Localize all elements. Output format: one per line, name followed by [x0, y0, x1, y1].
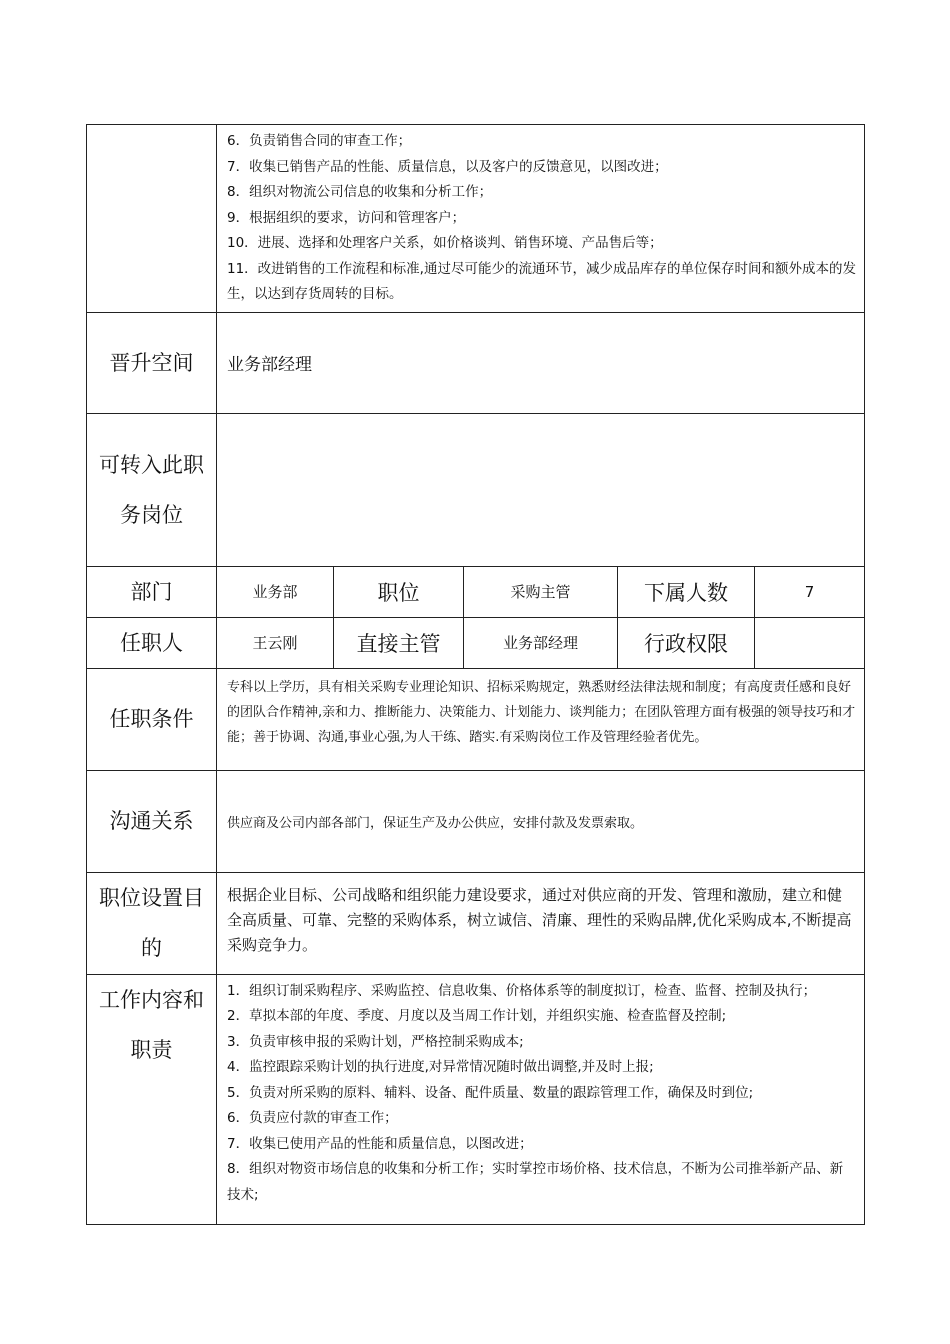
- list-item: 6．负责应付款的审查工作；: [227, 1110, 398, 1126]
- authority-label: 行政权限: [618, 617, 755, 668]
- sales-duties-list: [217, 125, 865, 313]
- list-item: 6．负责销售合同的审查工作；: [227, 133, 412, 149]
- subordinates-value: 7: [755, 566, 865, 617]
- purpose-value: 根据企业目标、公司战略和组织能力建设要求，通过对供应商的开发、管理和激励，建立和健全高质量、可靠、完整的采购体系，树立诚信、清廉、理性的采购品牌,优化采购成本,不断提高采购竞争力。: [217, 872, 865, 974]
- dept-label: 部门: [87, 566, 217, 617]
- list-item: 7．收集已使用产品的性能和质量信息，以图改进；: [227, 1135, 533, 1152]
- list-item: 1．组织订制采购程序、采购监控、信息收集、价格体系等的制度拟订，检查、监督、控制及执行；: [227, 982, 817, 999]
- table-row: [87, 872, 865, 974]
- list-item: 9．根据组织的要求，访问和管理客户；: [227, 209, 466, 226]
- table-row: [87, 770, 865, 872]
- transfer-value: [217, 413, 865, 566]
- dept-value: 业务部: [217, 566, 334, 617]
- empty-label-cell: [87, 125, 217, 313]
- communication-value: 供应商及公司内部各部门，保证生产及办公供应，安排付款及发票索取。: [217, 770, 865, 872]
- table-row: [87, 617, 865, 668]
- promotion-value: 业务部经理: [217, 312, 865, 413]
- communication-label: 沟通关系: [87, 770, 217, 872]
- list-item: 3．负责审核申报的采购计划，严格控制采购成本;: [227, 1033, 524, 1050]
- list-item: 8．组织对物流公司信息的收集和分析工作；: [227, 184, 493, 200]
- promotion-label: 晋升空间: [87, 312, 217, 413]
- qualification-value: 专科以上学历，具有相关采购专业理论知识、招标采购规定，熟悉财经法律法规和制度；有高度责任感和良好的团队合作精神,亲和力、推断能力、决策能力、计划能力、谈判能力；在团队管理方面有极强的领导技巧和才能；善于协调、沟通,事业心强,为人干练、踏实.有采购岗位工作及管理经验者优先。: [217, 668, 865, 770]
- table-row: [87, 413, 865, 566]
- list-item: 2．草拟本部的年度、季度、月度以及当周工作计划，并组织实施、检查监督及控制;: [227, 1008, 727, 1024]
- list-item: 5．负责对所采购的原料、辅料、设备、配件质量、数量的跟踪管理工作，确保及时到位;: [227, 1084, 754, 1101]
- duties-label: 工作内容和职责: [87, 974, 217, 1224]
- position-value: 采购主管: [464, 566, 618, 617]
- table-row: [87, 974, 865, 1224]
- table-row: [87, 312, 865, 413]
- list-item: 7．收集已销售产品的性能、质量信息，以及客户的反馈意见，以图改进；: [227, 158, 668, 175]
- purpose-label: 职位设置目的: [87, 872, 217, 974]
- table-row: [87, 668, 865, 770]
- supervisor-label: 直接主管: [334, 617, 464, 668]
- list-item: 11．改进销售的工作流程和标准,通过尽可能少的流通环节，减少成品库存的单位保存时间和额外成本的发生，以达到存货周转的目标。: [227, 260, 856, 302]
- authority-value: [755, 617, 865, 668]
- list-item: 10．进展、选择和处理客户关系，如价格谈判、销售环境、产品售后等；: [227, 235, 663, 251]
- list-item: 4．监控跟踪采购计划的执行进度,对异常情况随时做出调整,并及时上报;: [227, 1059, 654, 1075]
- list-item: 8．组织对物资市场信息的收集和分析工作；实时掌控市场价格、技术信息，不断为公司推举新产品、新技术;: [227, 1161, 844, 1203]
- job-description-table: [86, 124, 864, 1225]
- supervisor-value: 业务部经理: [464, 617, 618, 668]
- holder-value: 王云刚: [217, 617, 334, 668]
- subordinates-label: 下属人数: [618, 566, 755, 617]
- holder-label: 任职人: [87, 617, 217, 668]
- table-row: [87, 566, 865, 617]
- procurement-duties-list: [217, 974, 865, 1224]
- table-row: [87, 125, 865, 313]
- qualification-label: 任职条件: [87, 668, 217, 770]
- transfer-label: 可转入此职务岗位: [87, 413, 217, 566]
- position-label: 职位: [334, 566, 464, 617]
